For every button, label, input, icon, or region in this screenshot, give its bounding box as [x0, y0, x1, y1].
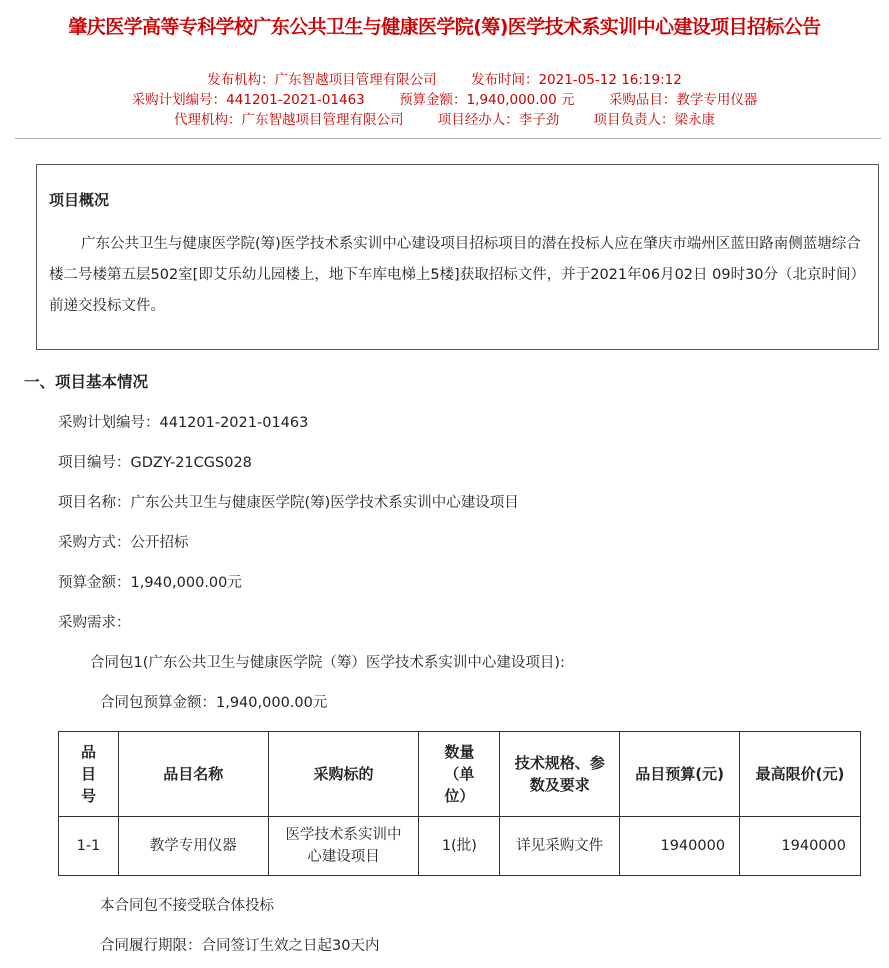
plan-number: 采购计划编号：441201-2021-01463 [131, 92, 365, 108]
header-spec: 技术规格、参数及要求 [500, 732, 620, 817]
cell-quantity: 1(批) [419, 817, 500, 876]
project-number-line: 项目编号：GDZY-21CGS028 [58, 455, 252, 471]
items-table [58, 731, 861, 876]
budget-line: 预算金额：1,940,000.00元 [58, 575, 242, 591]
agency: 代理机构：广东智越项目管理有限公司 [173, 112, 404, 128]
plan-number-line: 采购计划编号：441201-2021-01463 [58, 415, 309, 431]
header-item-name: 品目名称 [118, 732, 268, 817]
header-quantity: 数量（单位） [419, 732, 500, 817]
header-max-price: 最高限价(元) [740, 732, 861, 817]
table-row [59, 817, 861, 876]
publisher: 发布机构：广东智越项目管理有限公司 [207, 72, 437, 88]
cell-spec: 详见采购文件 [500, 817, 620, 876]
cell-budget: 1940000 [620, 817, 740, 876]
header-target: 采购标的 [268, 732, 419, 817]
header-budget: 品目预算(元) [620, 732, 740, 817]
header-item-no: 品目号 [59, 732, 119, 817]
consortium-note: 本合同包不接受联合体投标 [100, 898, 274, 914]
handler: 项目经办人：李子劲 [437, 112, 560, 128]
cell-max-price: 1940000 [740, 817, 861, 876]
divider [15, 138, 881, 139]
overview-title: 项目概况 [49, 191, 110, 209]
project-lead: 项目负责人：梁永康 [593, 112, 716, 128]
page-title: 肇庆医学高等专科学校广东公共卫生与健康医学院(筹)医学技术系实训中心建设项目招标公告 [68, 16, 821, 38]
meta-row-3 [0, 108, 889, 128]
project-name-line: 项目名称：广东公共卫生与健康医学院(筹)医学技术系实训中心建设项目 [58, 495, 519, 511]
overview-box [36, 164, 879, 350]
meta-row-2 [0, 88, 889, 108]
cell-item-name: 教学专用仪器 [118, 817, 268, 876]
cell-target: 医学技术系实训中心建设项目 [268, 817, 419, 876]
demand-line: 采购需求： [58, 615, 131, 631]
overview-body: 广东公共卫生与健康医学院(筹)医学技术系实训中心建设项目招标项目的潜在投标人应在肇庆市端州区蓝田路南侧蓝塘综合楼二号楼第五层502室[即艾乐幼儿园楼上，地下车库电梯上5楼]获取招标文件，并于2021年06月02日 09时30分（北京时间）前递交投标文件。 [49, 236, 866, 314]
meta-row-1 [0, 68, 889, 88]
contract-period: 合同履行期限：合同签订生效之日起30天内 [100, 938, 380, 954]
table-header-row [59, 732, 861, 817]
package-budget-line: 合同包预算金额：1,940,000.00元 [100, 695, 328, 711]
method-line: 采购方式：公开招标 [58, 535, 189, 551]
cell-item-no: 1-1 [59, 817, 119, 876]
budget-amount: 预算金额：1,940,000.00 元 [399, 92, 575, 108]
publish-time: 发布时间：2021-05-12 16:19:12 [470, 72, 682, 88]
procurement-category: 采购品目：教学专用仪器 [608, 92, 758, 108]
package-line: 合同包1(广东公共卫生与健康医学院（筹）医学技术系实训中心建设项目): [90, 655, 565, 671]
section-title: 一、项目基本情况 [24, 373, 149, 391]
